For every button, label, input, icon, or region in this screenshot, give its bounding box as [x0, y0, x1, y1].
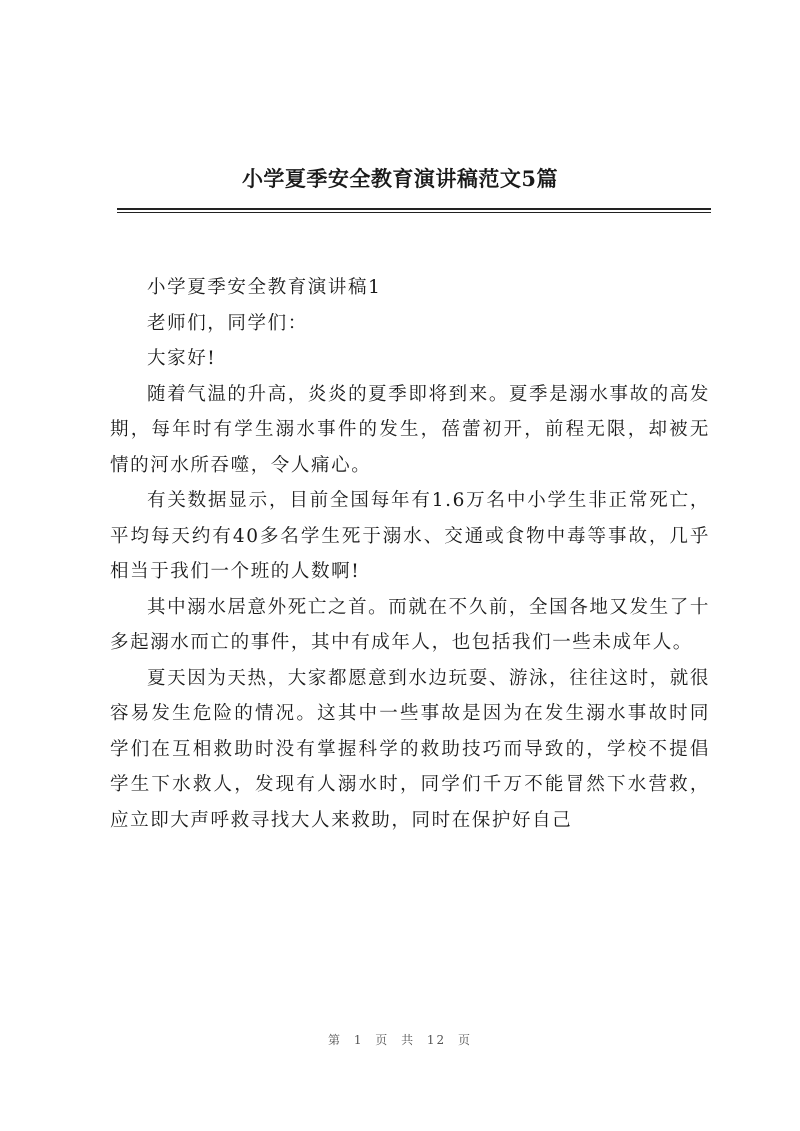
document-title: 小学夏季安全教育演讲稿范文5篇 [241, 166, 559, 191]
paragraph: 夏天因为天热，大家都愿意到水边玩耍、游泳，往往这时，就很容易发生危险的情况。这其中一些事故是因为在发生溺水事故时同学们在互相救助时没有掌握科学的救助技巧而导致的，学校不提倡学生下水救人，发现有人溺水时，同学们千万不能冒然下水营救，应立即大声呼救寻找大人来救助，同时在保护好自己 [110, 667, 710, 831]
title-underline [117, 208, 711, 213]
section-heading: 小学夏季安全教育演讲稿1 [147, 277, 382, 298]
paragraph: 随着气温的升高，炎炎的夏季即将到来。夏季是溺水事故的高发期，每年时有学生溺水事件的发生，蓓蕾初开，前程无限，却被无情的河水所吞噬，令人痛心。 [110, 383, 710, 476]
page-footer: 第 1 页 共 12 页 [328, 1033, 472, 1047]
paragraph: 有关数据显示，目前全国每年有1.6万名中小学生非正常死亡，平均每天约有40多名学生死于溺水、交通或食物中毒等事故，几乎相当于我们一个班的人数啊! [110, 490, 710, 582]
document-body [110, 270, 710, 838]
paragraph: 其中溺水居意外死亡之首。而就在不久前，全国各地又发生了十多起溺水而亡的事件，其中有成年人，也包括我们一些未成年人。 [110, 596, 710, 653]
salutation: 老师们，同学们： [147, 312, 308, 334]
greeting: 大家好! [147, 348, 217, 369]
